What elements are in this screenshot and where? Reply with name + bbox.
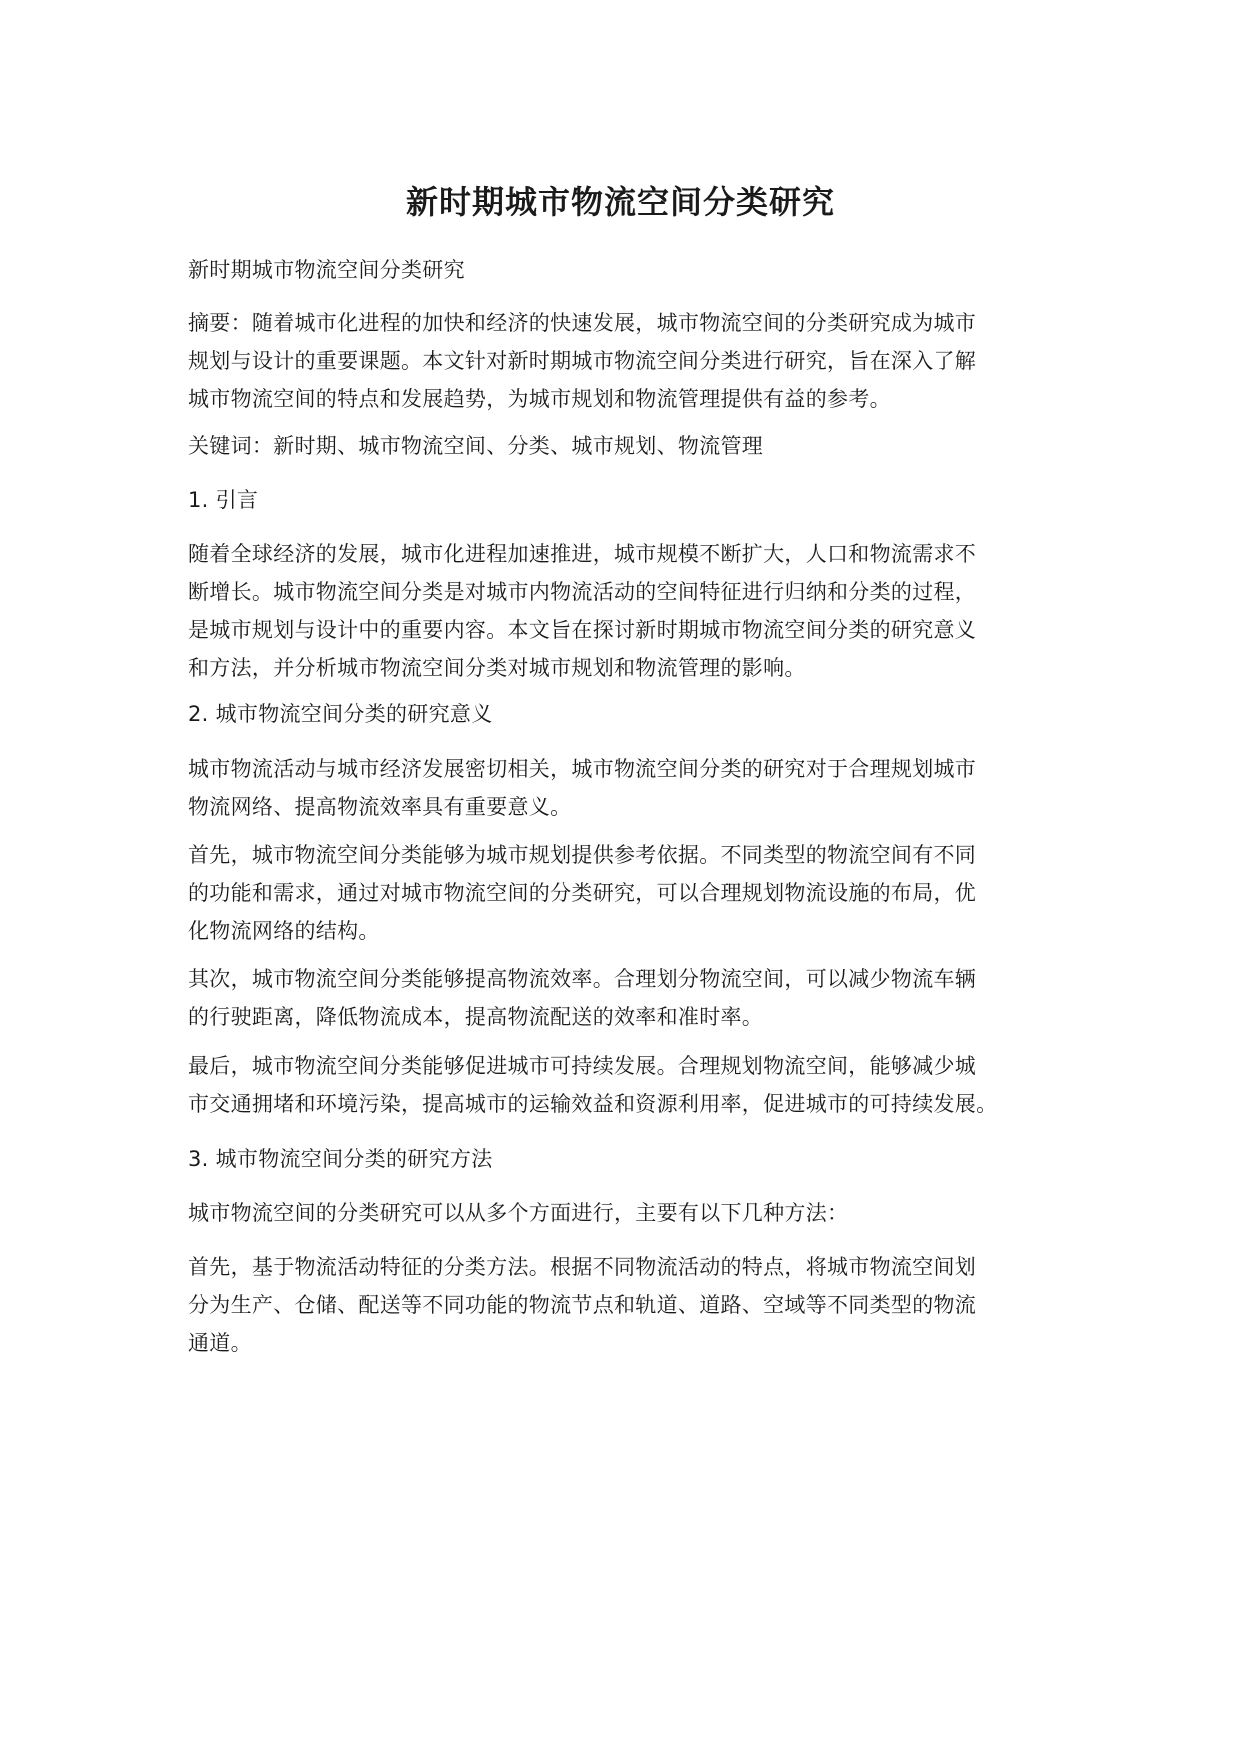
paragraph-line: 化物流网络的结构。 [188, 919, 380, 943]
section2-paragraph-4 [188, 1047, 1068, 1123]
section1-heading [188, 481, 1068, 519]
section3-paragraph-1 [188, 1194, 1068, 1232]
section-heading-text: 2. 城市物流空间分类的研究意义 [188, 702, 493, 726]
abstract-line: 城市物流空间的特点和发展趋势，为城市规划和物流管理提供有益的参考。 [188, 387, 891, 411]
section-heading-text: 1. 引言 [188, 488, 259, 512]
paragraph-line: 其次，城市物流空间分类能够提高物流效率。合理划分物流空间，可以减少物流车辆 [188, 967, 977, 991]
section2-paragraph-1 [188, 750, 1068, 826]
document-subtitle [188, 251, 1068, 289]
paragraph-line: 最后，城市物流空间分类能够促进城市可持续发展。合理规划物流空间，能够减少城 [188, 1054, 977, 1078]
paragraph-line: 首先，城市物流空间分类能够为城市规划提供参考依据。不同类型的物流空间有不同 [188, 843, 977, 867]
paragraph-line: 物流网络、提高物流效率具有重要意义。 [188, 795, 572, 819]
paragraph-line: 断增长。城市物流空间分类是对城市内物流活动的空间特征进行归纳和分类的过程， [188, 580, 977, 604]
paragraph-line: 城市物流空间的分类研究可以从多个方面进行，主要有以下几种方法： [188, 1201, 849, 1225]
paragraph-line: 通道。 [188, 1331, 252, 1355]
paragraph-line: 和方法，并分析城市物流空间分类对城市规划和物流管理的影响。 [188, 656, 806, 680]
abstract-line: 规划与设计的重要课题。本文针对新时期城市物流空间分类进行研究，旨在深入了解 [188, 349, 977, 373]
paragraph-line: 的功能和需求，通过对城市物流空间的分类研究，可以合理规划物流设施的布局，优 [188, 881, 977, 905]
section2-paragraph-2 [188, 836, 1068, 950]
paragraph-line: 市交通拥堵和环境污染，提高城市的运输效益和资源利用率，促进城市的可持续发展。 [188, 1092, 998, 1116]
paragraph-line: 首先，基于物流活动特征的分类方法。根据不同物流活动的特点，将城市物流空间划 [188, 1255, 977, 1279]
keywords-text: 关键词：新时期、城市物流空间、分类、城市规划、物流管理 [188, 434, 764, 458]
section3-paragraph-2 [188, 1248, 1068, 1362]
subtitle-text: 新时期城市物流空间分类研究 [188, 258, 465, 282]
paragraph-line: 随着全球经济的发展，城市化进程加速推进，城市规模不断扩大，人口和物流需求不 [188, 542, 977, 566]
paragraph-line: 城市物流活动与城市经济发展密切相关，城市物流空间分类的研究对于合理规划城市 [188, 757, 977, 781]
document-title: 新时期城市物流空间分类研究 [405, 183, 835, 221]
section2-heading [188, 695, 1068, 733]
section-heading-text: 3. 城市物流空间分类的研究方法 [188, 1147, 493, 1171]
abstract-paragraph [188, 304, 1068, 418]
paragraph-line: 的行驶距离，降低物流成本，提高物流配送的效率和准时率。 [188, 1005, 764, 1029]
paragraph-line: 是城市规划与设计中的重要内容。本文旨在探讨新时期城市物流空间分类的研究意义 [188, 618, 977, 642]
keywords-paragraph [188, 427, 1068, 465]
section3-heading [188, 1140, 1068, 1178]
section2-paragraph-3 [188, 960, 1068, 1036]
abstract-line: 摘要：随着城市化进程的加快和经济的快速发展，城市物流空间的分类研究成为城市 [188, 311, 977, 335]
paragraph-line: 分为生产、仓储、配送等不同功能的物流节点和轨道、道路、空域等不同类型的物流 [188, 1293, 977, 1317]
section1-paragraph [188, 535, 1068, 687]
